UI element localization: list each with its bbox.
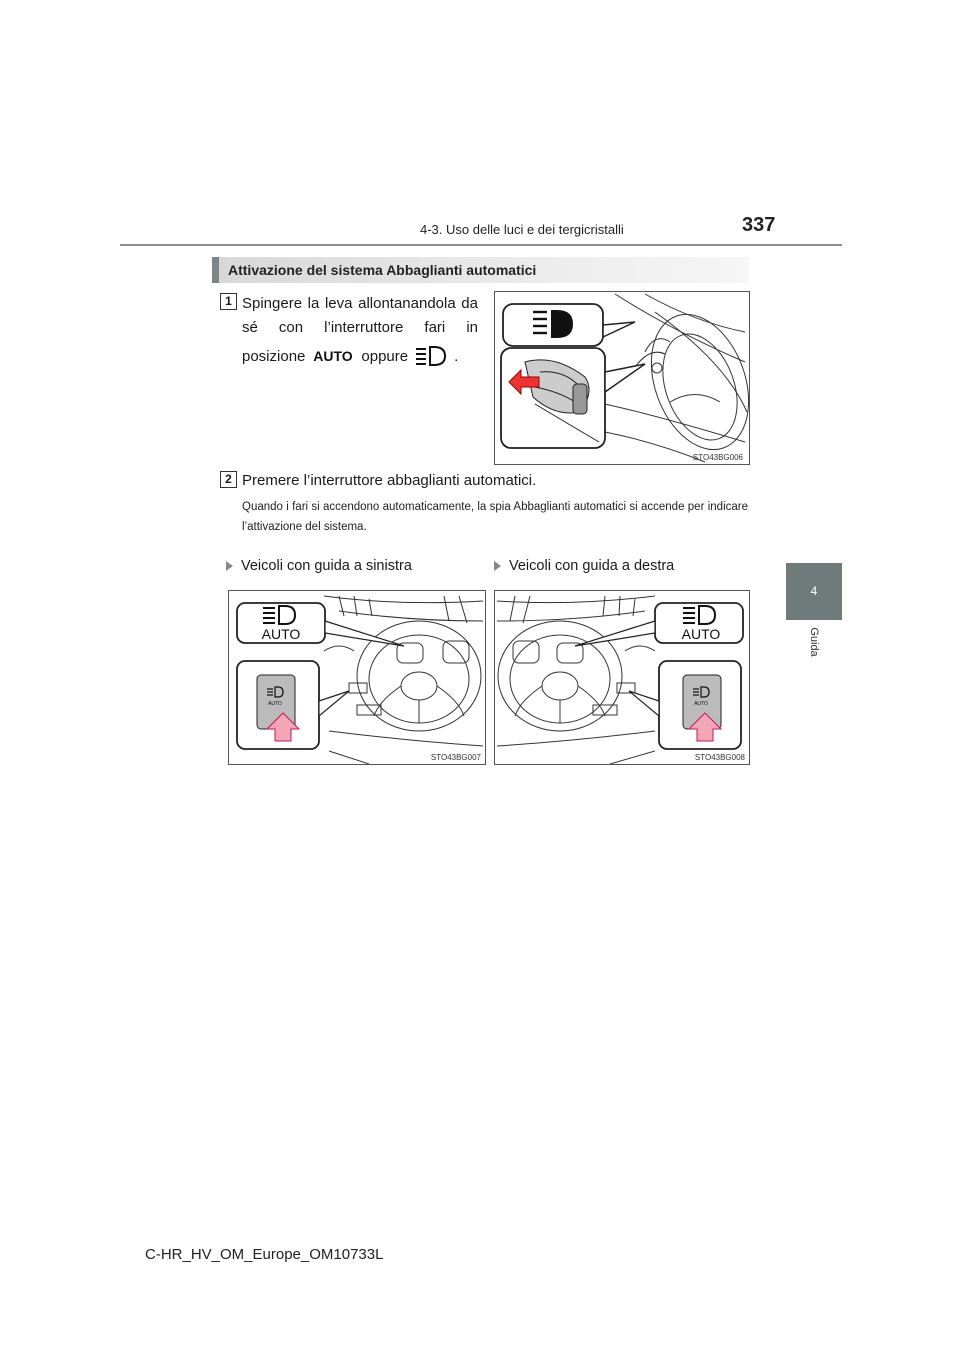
step-number-2: 2 xyxy=(220,471,237,488)
step-1-icon-line xyxy=(242,344,458,368)
chapter-title-text: Guida xyxy=(808,627,820,657)
lhd-dashboard-figure xyxy=(228,590,486,765)
caption-left-text: Veicoli con guida a sinistra xyxy=(241,558,412,574)
auto-icon-label: AUTO xyxy=(313,348,354,364)
step-1-prefix: posizione xyxy=(242,347,306,365)
figure-code-right: STO43BG008 xyxy=(694,753,745,762)
auto-switch-mini-label-left: AUTO xyxy=(268,701,282,707)
lever-push-figure xyxy=(494,291,750,465)
section-heading: Attivazione del sistema Abbaglianti automatici xyxy=(212,257,749,283)
auto-switch-label-right: AUTO xyxy=(681,626,721,642)
high-beam-icon xyxy=(414,345,448,367)
auto-icon xyxy=(311,348,355,364)
rhd-dashboard-figure xyxy=(494,590,750,765)
step-1-mid: oppure xyxy=(361,347,409,365)
figure-code-left: STO43BG007 xyxy=(430,753,481,762)
document-footer: C-HR_HV_OM_Europe_OM10733L xyxy=(145,1246,384,1263)
page-number: 337 xyxy=(742,214,776,236)
chapter-title xyxy=(786,622,842,662)
step-2-text: Premere l’interruttore abbaglianti automatici. xyxy=(242,472,537,489)
figure-code-1: STO43BG006 xyxy=(692,453,743,462)
triangle-bullet-icon xyxy=(494,561,501,571)
caption-right-text: Veicoli con guida a destra xyxy=(509,558,675,574)
header-divider xyxy=(120,244,842,246)
step-1-text: Spingere la leva allontanandola da sé con l’interruttore fari in xyxy=(242,295,478,336)
step-2-note: Quando i fari si accendono automaticamente, la spia Abbaglianti automatici si accende per indicare l’attivazione del sistema. xyxy=(242,501,748,533)
auto-switch-mini-label-right: AUTO xyxy=(694,701,708,707)
caption-left-hand-drive xyxy=(226,558,412,574)
triangle-bullet-icon xyxy=(226,561,233,571)
caption-right-hand-drive xyxy=(494,558,674,574)
auto-switch-label-left: AUTO xyxy=(261,626,301,642)
header-section-title: 4-3. Uso delle luci e dei tergicristalli xyxy=(420,222,624,237)
step-1-suffix: . xyxy=(454,347,459,365)
step-number-1: 1 xyxy=(220,293,237,310)
chapter-tab: 4 xyxy=(786,563,842,620)
